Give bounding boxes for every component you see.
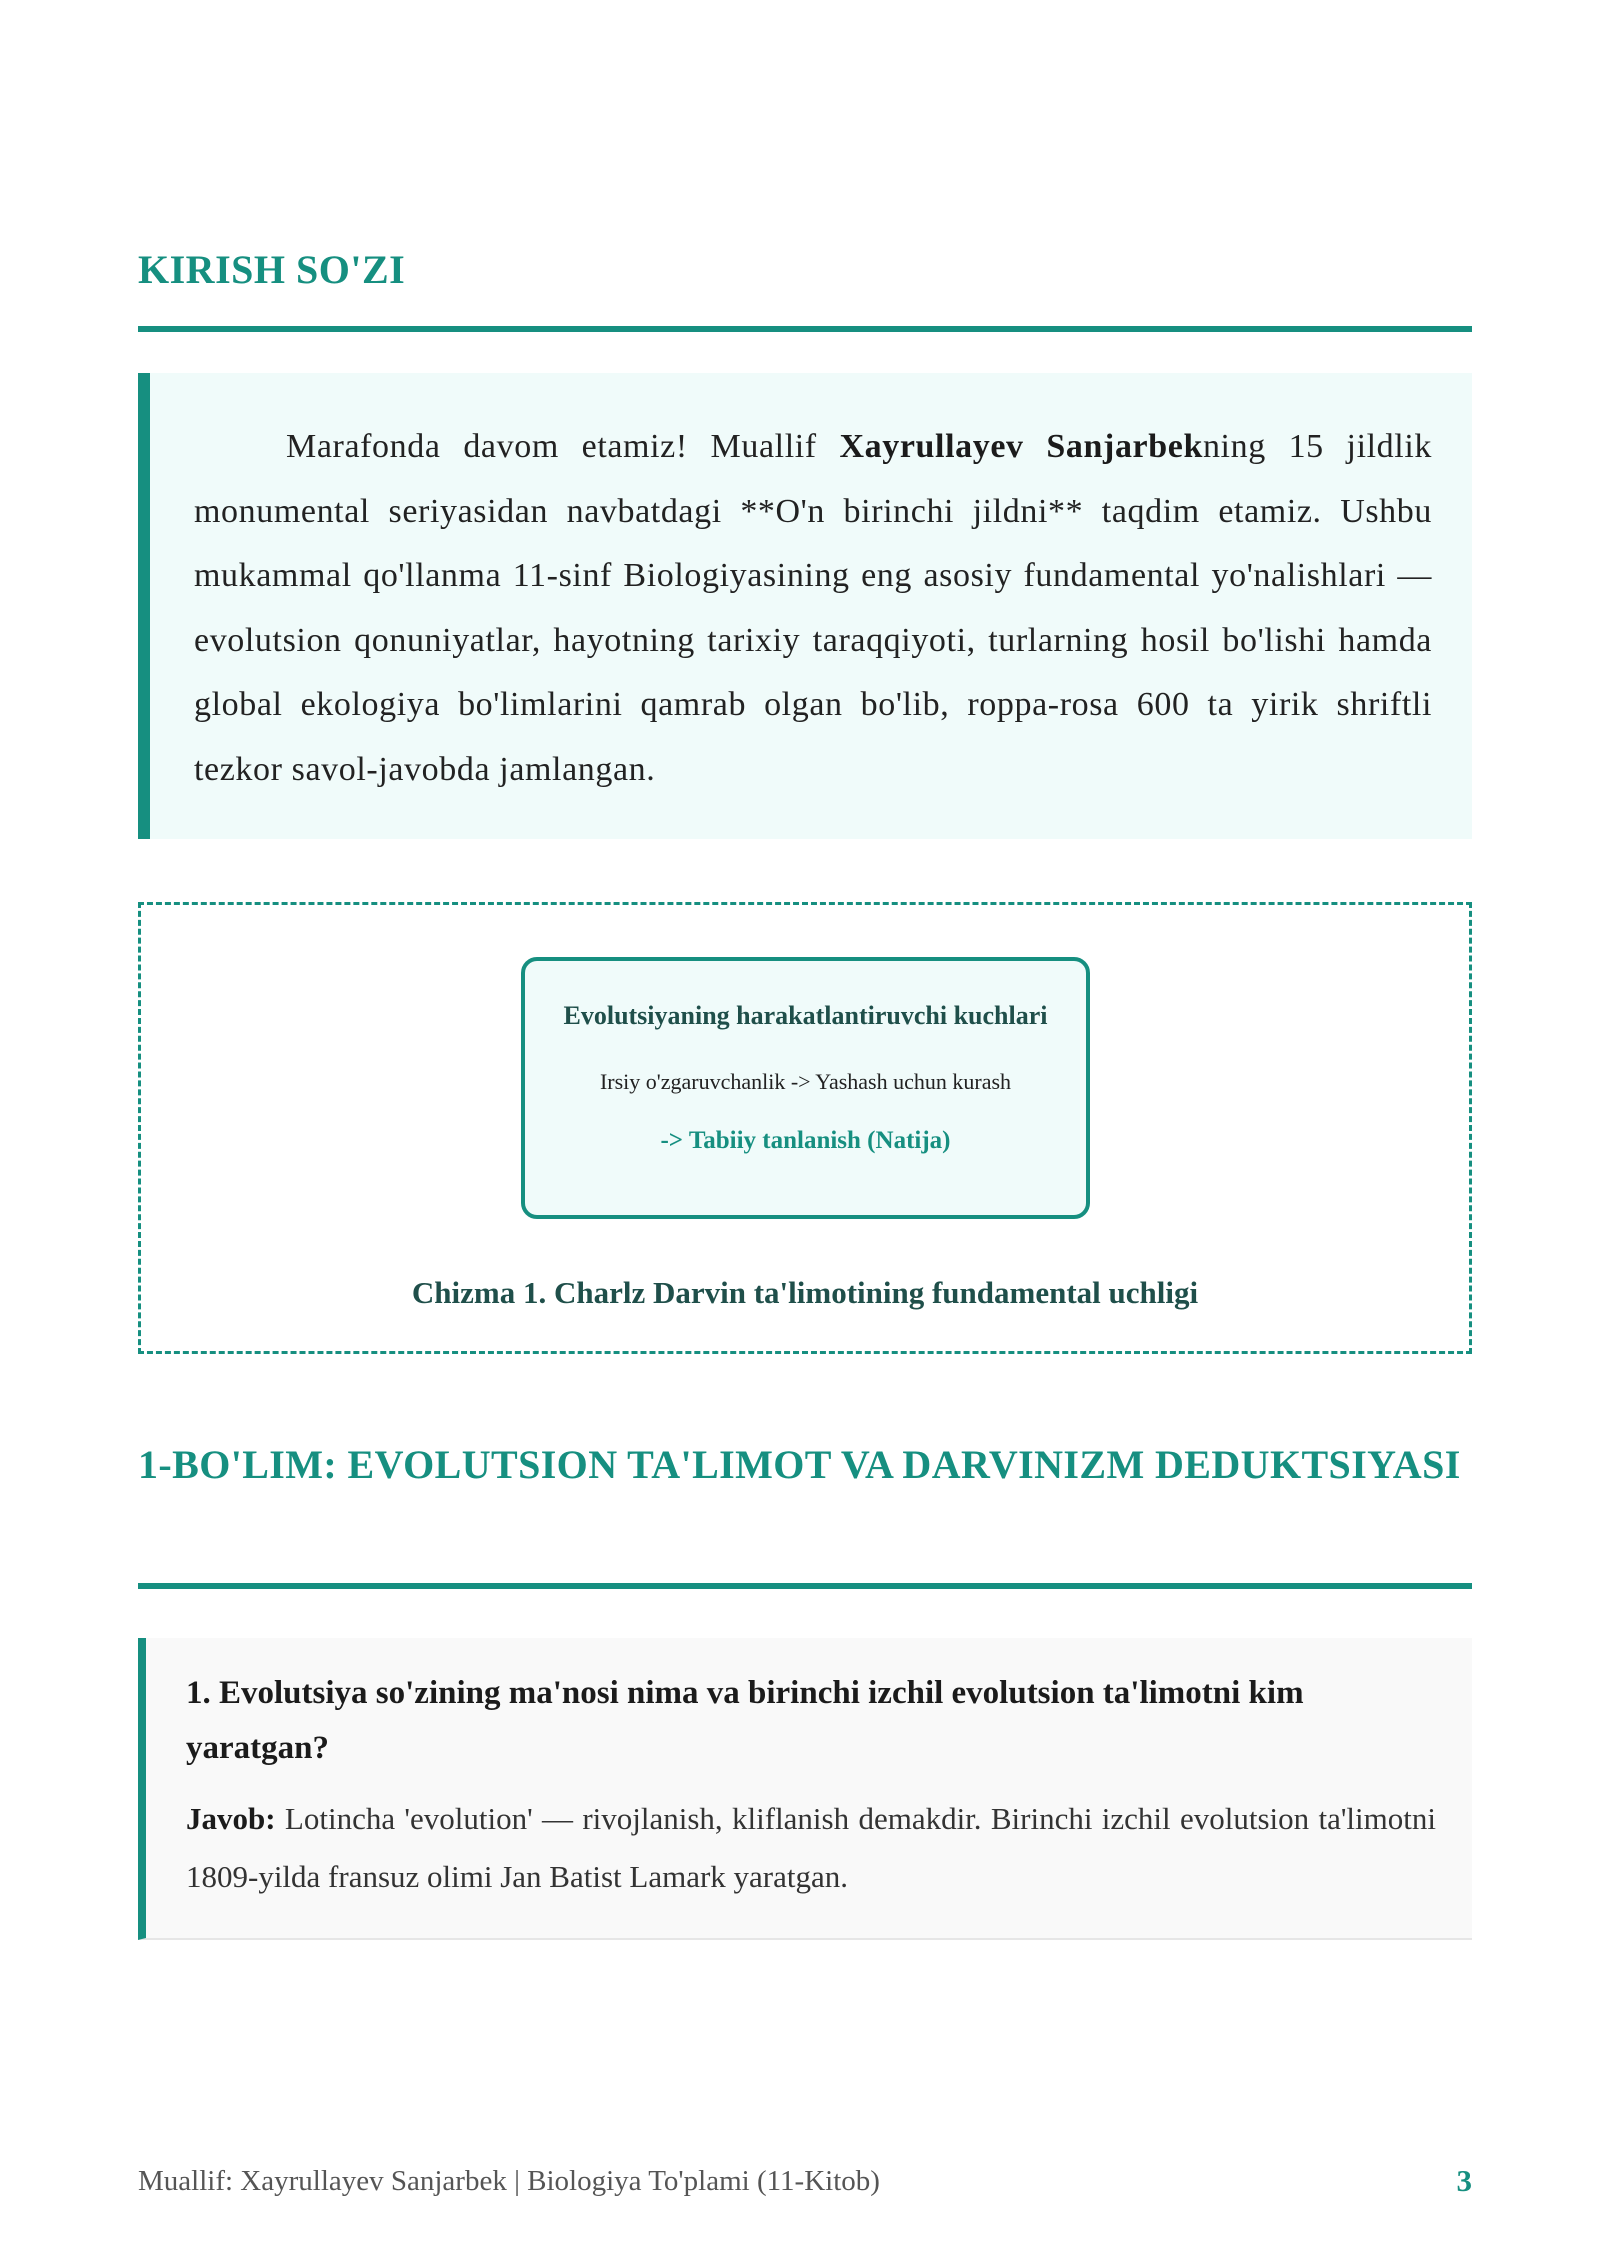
author-name: Xayrullayev Sanjarbek bbox=[839, 428, 1203, 465]
diagram-result: -> Tabiiy tanlanish (Natija) bbox=[660, 1127, 951, 1154]
intro-heading-rule bbox=[138, 326, 1472, 332]
qa-answer bbox=[186, 1790, 1436, 1906]
section-heading: 1-BO'LIM: EVOLUTSION TA'LIMOT VA DARVINIZM DEDUKTSIYASI bbox=[138, 1442, 1461, 1487]
qa-question: 1. Evolutsiya so'zining ma'nosi nima va birinchi izchil evolutsion ta'limotni kim yaratgan? bbox=[186, 1675, 1304, 1766]
figure-frame bbox=[138, 902, 1472, 1354]
section-heading-rule bbox=[138, 1583, 1472, 1589]
intro-text-part2: ning 15 jildlik monumental seriyasidan navbatdagi **O'n birinchi jildni** taqdim etamiz. Ushbu mukammal qo'llanma 11-sinf Biologiyasining eng asosiy fundamental yo'nalishlari — evolutsion qonuniyatlar, hayotning tarixiy taraqqiyoti, turlarning hosil bo'lishi hamda global ekologiya bo'limlarini qamrab olgan bo'lib, roppa-rosa 600 ta yirik shriftli tezkor savol-javobda jamlangan. bbox=[194, 428, 1432, 788]
answer-label: Javob: bbox=[186, 1801, 276, 1836]
diagram-line: Irsiy o'zgaruvchanlik -> Yashash uchun kurash bbox=[599, 1069, 1012, 1094]
intro-callout bbox=[138, 373, 1472, 839]
diagram-title: Evolutsiyaning harakatlantiruvchi kuchlari bbox=[563, 1001, 1048, 1030]
footer-author: Muallif: Xayrullayev Sanjarbek | Biologiya To'plami (11-Kitob) bbox=[138, 2165, 880, 2197]
answer-text: Lotincha 'evolution' — rivojlanish, kliflanish demakdir. Birinchi izchil evolutsion ta'limotni 1809-yilda fransuz olimi Jan Batist Lamark yaratgan. bbox=[186, 1801, 1436, 1894]
intro-heading: KIRISH SO'ZI bbox=[138, 247, 406, 292]
intro-paragraph bbox=[194, 415, 1432, 802]
figure-caption: Chizma 1. Charlz Darvin ta'limotining fundamental uchligi bbox=[411, 1275, 1199, 1310]
page-number: 3 bbox=[1456, 2163, 1472, 2198]
qa-card bbox=[138, 1638, 1472, 1940]
darwin-diagram-box bbox=[521, 957, 1090, 1219]
intro-text-part1: Marafonda davom etamiz! Muallif bbox=[286, 428, 840, 465]
